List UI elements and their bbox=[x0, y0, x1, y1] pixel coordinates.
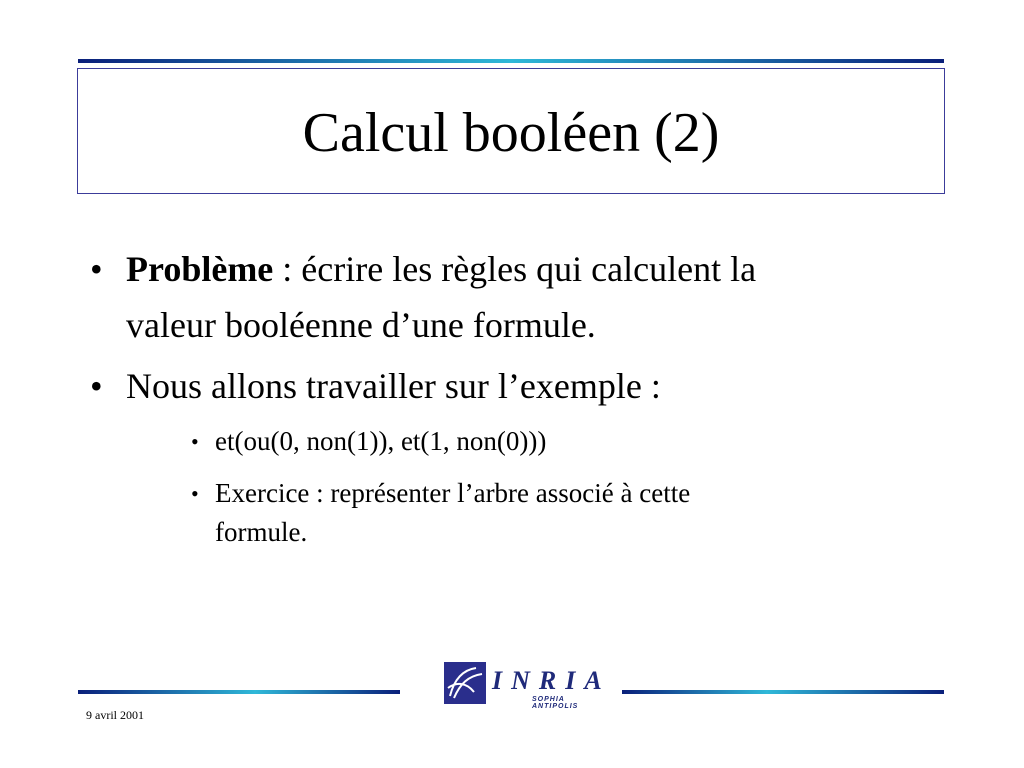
bullet-text bbox=[126, 241, 946, 297]
bullet-label-problem: Problème bbox=[126, 249, 274, 289]
inria-logo bbox=[440, 660, 610, 710]
subbullet-text-formula: et(ou(0, non(1)), et(1, non(0))) bbox=[215, 426, 547, 456]
bullet-marker: • bbox=[90, 366, 103, 406]
subbullet-marker: • bbox=[191, 429, 199, 454]
subbullet-text-exercise-line2: formule. bbox=[215, 517, 308, 547]
bullet-text-problem-line1: : écrire les règles qui calculent la bbox=[273, 249, 757, 289]
footer-date: 9 avril 2001 bbox=[86, 708, 144, 722]
subbullet-text-exercise-line1: Exercice : représenter l’arbre associé à cette bbox=[215, 478, 691, 508]
bullet-text-problem-line2: valeur booléenne d’une formule. bbox=[126, 305, 596, 345]
bullet-text-example: Nous allons travailler sur l’exemple : bbox=[126, 366, 661, 406]
bottom-left-decorative-bar bbox=[78, 690, 400, 694]
slide-title: Calcul booléen (2) bbox=[302, 102, 720, 164]
logo-name: INRIA bbox=[492, 666, 611, 695]
subbullet-marker: • bbox=[191, 481, 199, 506]
bullet-marker: • bbox=[90, 249, 103, 289]
inria-logo-mark-icon bbox=[444, 662, 486, 704]
logo-subtitle: SOPHIA ANTIPOLIS bbox=[532, 696, 579, 710]
bottom-right-decorative-bar bbox=[622, 690, 944, 694]
